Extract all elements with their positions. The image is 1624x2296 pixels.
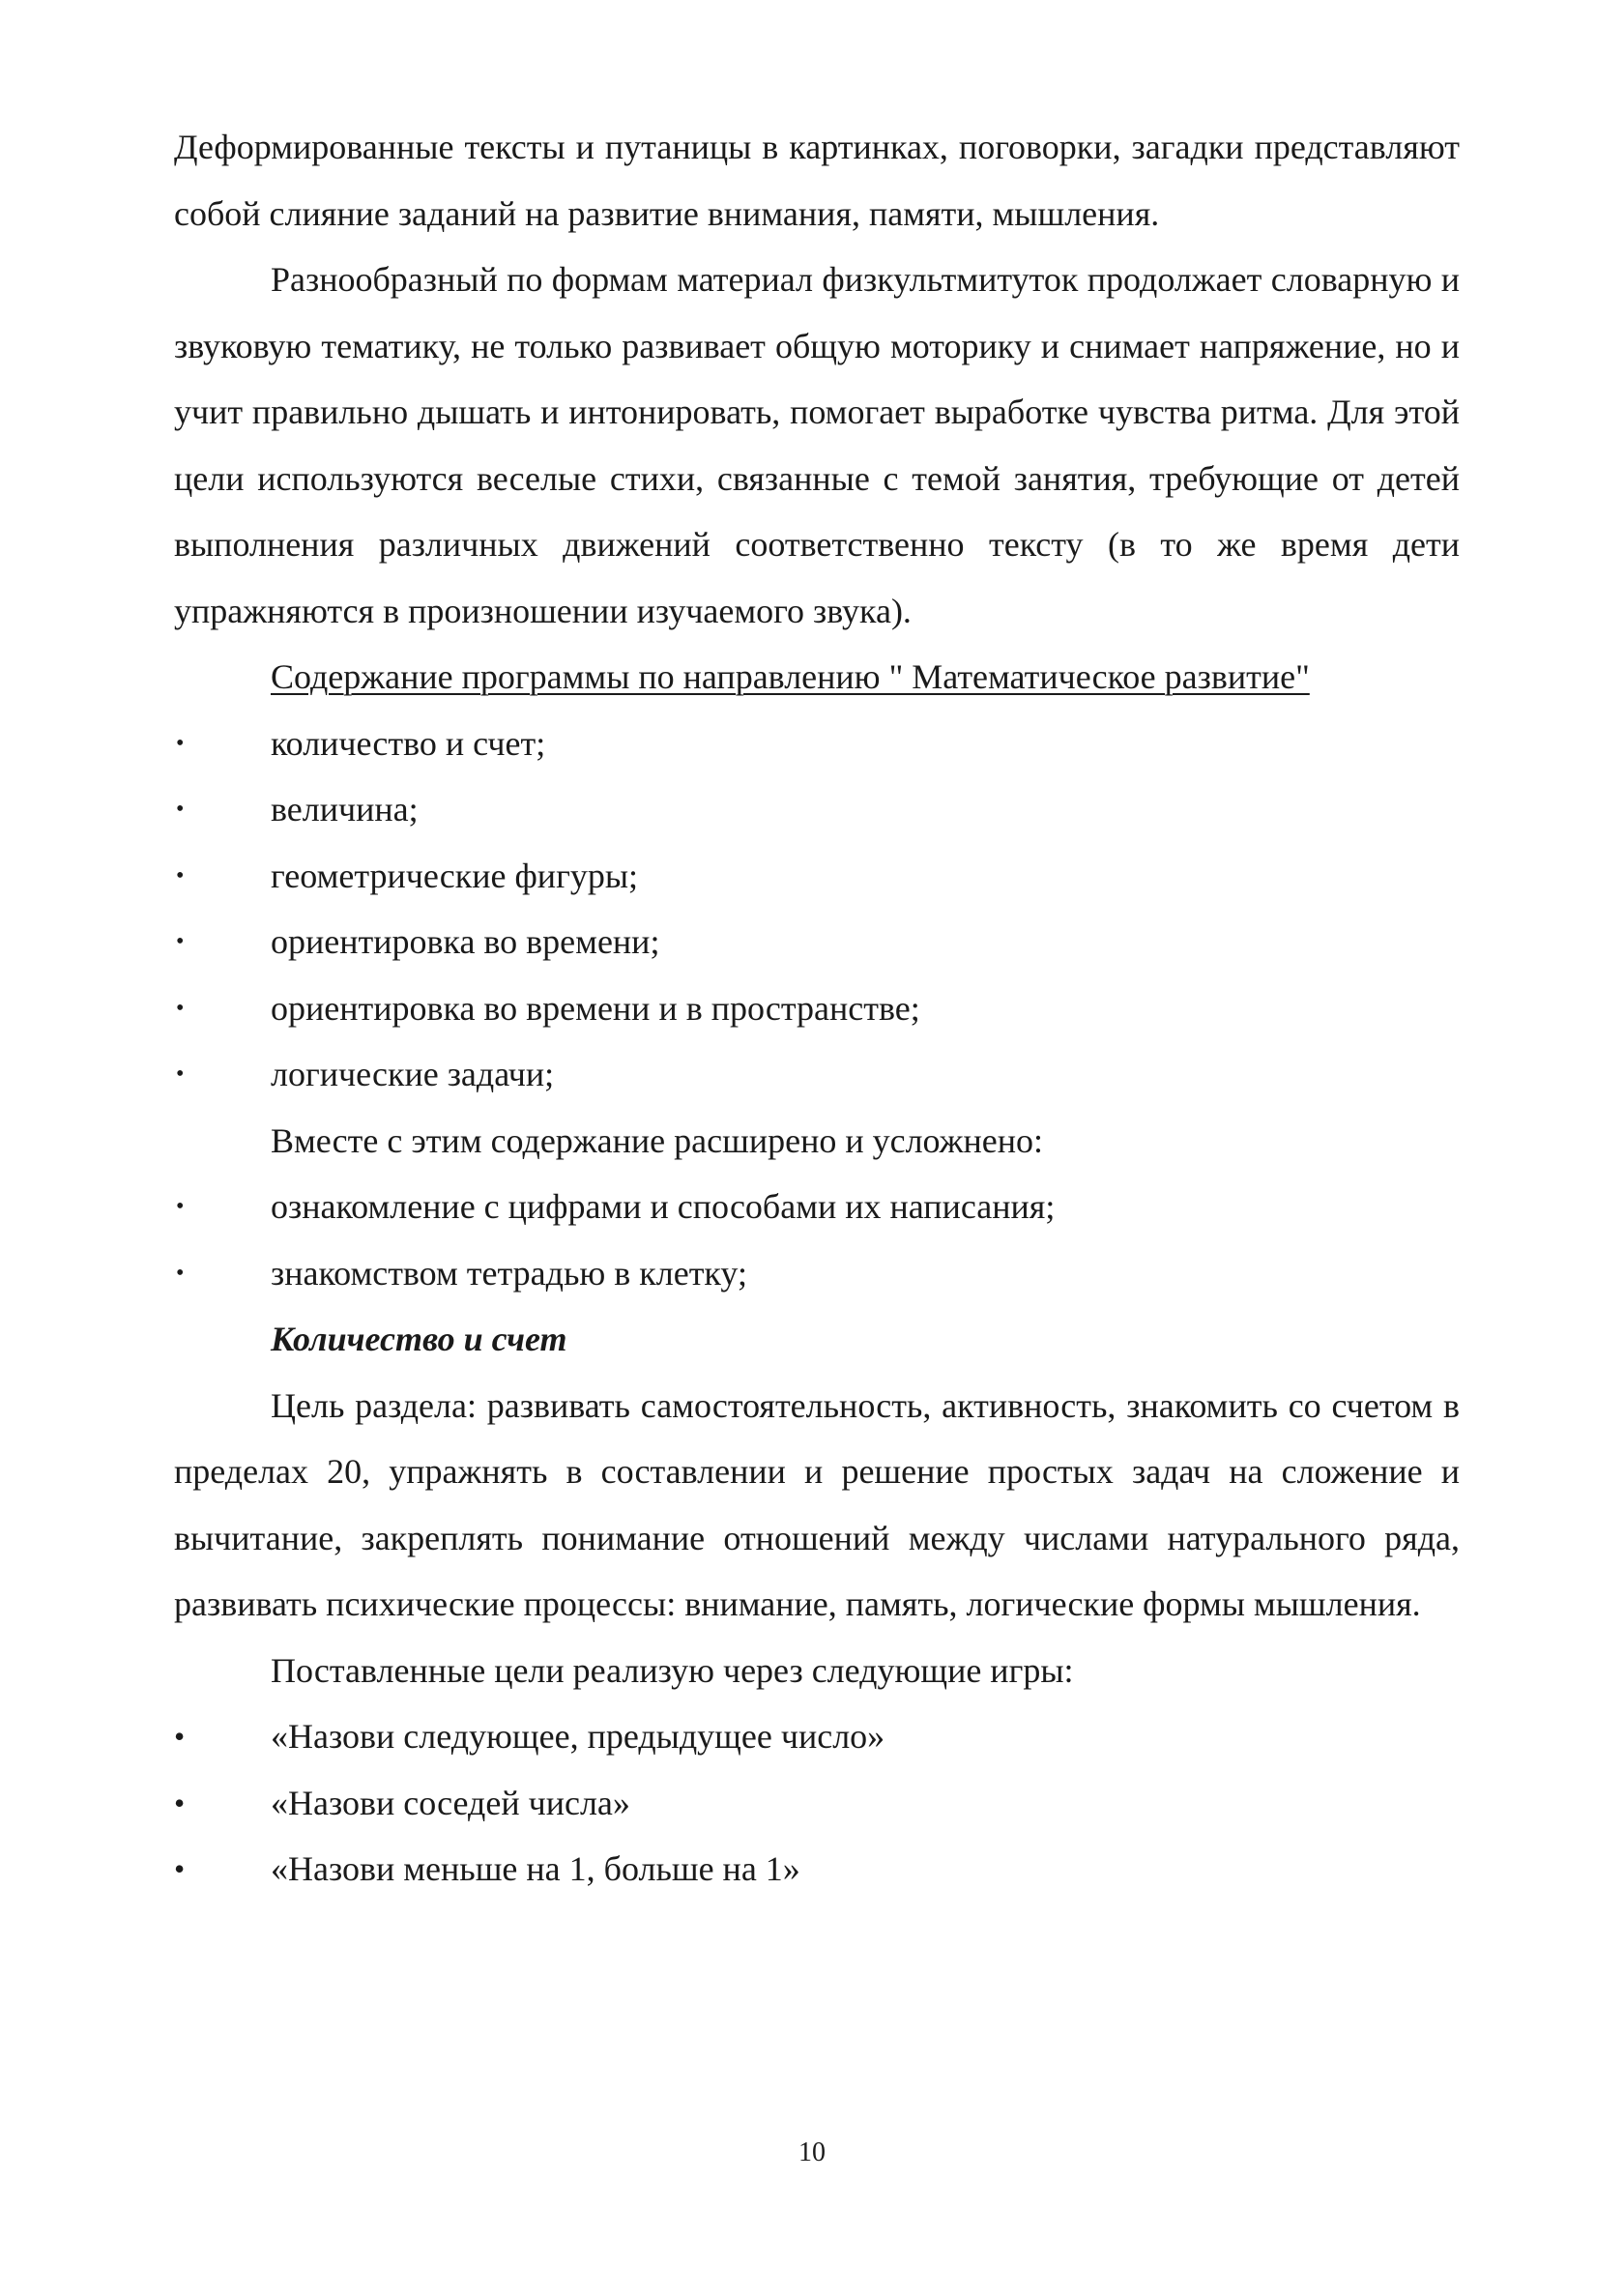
page-number: 10 bbox=[798, 2137, 826, 2167]
list-item-text: ориентировка во времени и в пространстве; bbox=[271, 988, 920, 1028]
list-item-text: ознакомление с цифрами и способами их написания; bbox=[271, 1187, 1056, 1226]
list-item bbox=[174, 975, 1460, 1042]
list-item bbox=[174, 1836, 1460, 1903]
bullet-icon: • bbox=[176, 730, 185, 756]
games-list bbox=[174, 1703, 1460, 1903]
list-item-text: величина; bbox=[271, 790, 419, 828]
bullet-icon: • bbox=[176, 1194, 185, 1219]
list-item-text: ориентировка во времени; bbox=[271, 922, 660, 961]
bullet-icon: • bbox=[176, 1260, 185, 1286]
list-item-text: «Назови соседей числа» bbox=[271, 1783, 630, 1822]
bullet-icon: • bbox=[174, 1785, 186, 1820]
bullet-icon: • bbox=[176, 862, 185, 888]
list-item-text: геометрические фигуры; bbox=[271, 856, 639, 895]
paragraph-physical-minutes: Разнообразный по формам материал физкультмитуток продолжает словарную и звуковую тематику, не только развивает общую моторику и снимает напряжение, но и учит правильно дышать и интонировать, помогает выработке чувства ритма. Для этой цели используются веселые стихи, связанные с темой занятия, требующие от детей выполнения различных движений соответственно тексту (в то же время дети упражняются в произношении изучаемого звука). bbox=[174, 260, 1460, 630]
subheading-quantity-and-counting: Количество и счет bbox=[271, 1320, 567, 1358]
list-item-text: знакомством тетрадью в клетку; bbox=[271, 1253, 747, 1293]
list-item-text: «Назови следующее, предыдущее число» bbox=[271, 1717, 885, 1756]
list-item bbox=[174, 1240, 1460, 1307]
extended-content-list bbox=[174, 1174, 1460, 1306]
list-item bbox=[174, 909, 1460, 975]
extended-content-intro: Вместе с этим содержание расширено и усложнено: bbox=[271, 1120, 1044, 1160]
list-item bbox=[174, 1770, 1460, 1837]
list-item bbox=[174, 776, 1460, 843]
bullet-icon: • bbox=[174, 1851, 186, 1886]
bullet-icon: • bbox=[174, 1719, 186, 1754]
list-item-text: логические задачи; bbox=[271, 1055, 555, 1093]
list-item-text: «Назови меньше на 1, больше на 1» bbox=[271, 1849, 800, 1888]
list-item bbox=[174, 711, 1460, 777]
list-item bbox=[174, 1174, 1460, 1240]
bullet-icon: • bbox=[176, 1061, 185, 1087]
program-content-list bbox=[174, 711, 1460, 1108]
bullet-icon: • bbox=[176, 797, 185, 822]
paragraph-section-goal: Цель раздела: развивать самостоятельность, активность, знакомить со счетом в пределах 20, упражнять в составлении и решение простых задач на сложение и вычитание, закреплять понимание отношений между числами натурального ряда, развивать психические процессы: внимание, память, логические формы мышления. bbox=[174, 1385, 1460, 1623]
section-title-line bbox=[174, 644, 1460, 711]
bullet-icon: • bbox=[176, 995, 185, 1021]
page-content bbox=[174, 114, 1460, 1903]
games-intro: Поставленные цели реализую через следующие игры: bbox=[271, 1650, 1074, 1690]
bullet-icon: • bbox=[176, 929, 185, 954]
paragraph-deformed-texts: Деформированные тексты и путаницы в картинках, поговорки, загадки представляют собой слияние заданий на развитие внимания, памяти, мышления. bbox=[174, 128, 1460, 233]
list-item bbox=[174, 1703, 1460, 1770]
list-item-text: количество и счет; bbox=[271, 723, 546, 763]
section-title: Содержание программы по направлению " Математическое развитие" bbox=[271, 657, 1310, 696]
list-item bbox=[174, 1041, 1460, 1108]
list-item bbox=[174, 843, 1460, 910]
